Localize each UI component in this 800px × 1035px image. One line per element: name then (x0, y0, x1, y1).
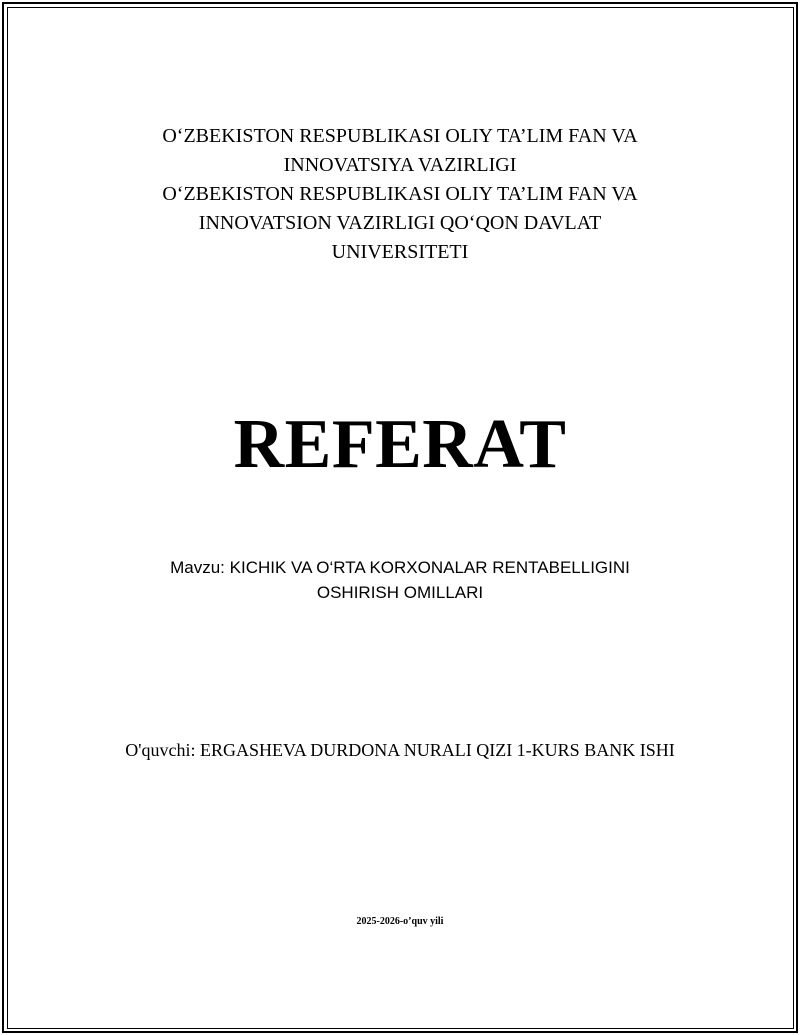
ministry-line-3: O‘ZBEKISTON RESPUBLIKASI OLIY TA’LIM FAN VA (162, 183, 638, 205)
ministry-line-1: O‘ZBEKISTON RESPUBLIKASI OLIY TA’LIM FAN VA (162, 125, 638, 147)
ministry-line-4: INNOVATSION VAZIRLIGI QO‘QON DAVLAT (198, 212, 602, 234)
topic-line-2: OSHIRISH OMILLARI (316, 583, 484, 602)
topic-line-1: Mavzu: KICHIK VA O‘RTA KORXONALAR RENTABELLIGINI (170, 558, 630, 577)
ministry-line-2: INNOVATSIYA VAZIRLIGI (283, 154, 517, 176)
student-info: O'quvchi: ERGASHEVA DURDONA NURALI QIZI 1-KURS BANK ISHI (125, 740, 675, 760)
academic-year: 2025-2026-o’quv yili (356, 916, 444, 927)
ministry-line-5: UNIVERSITETI (331, 241, 469, 263)
topic (0, 555, 800, 605)
ministry-heading (0, 122, 800, 267)
document-title: REFERAT (233, 406, 567, 483)
